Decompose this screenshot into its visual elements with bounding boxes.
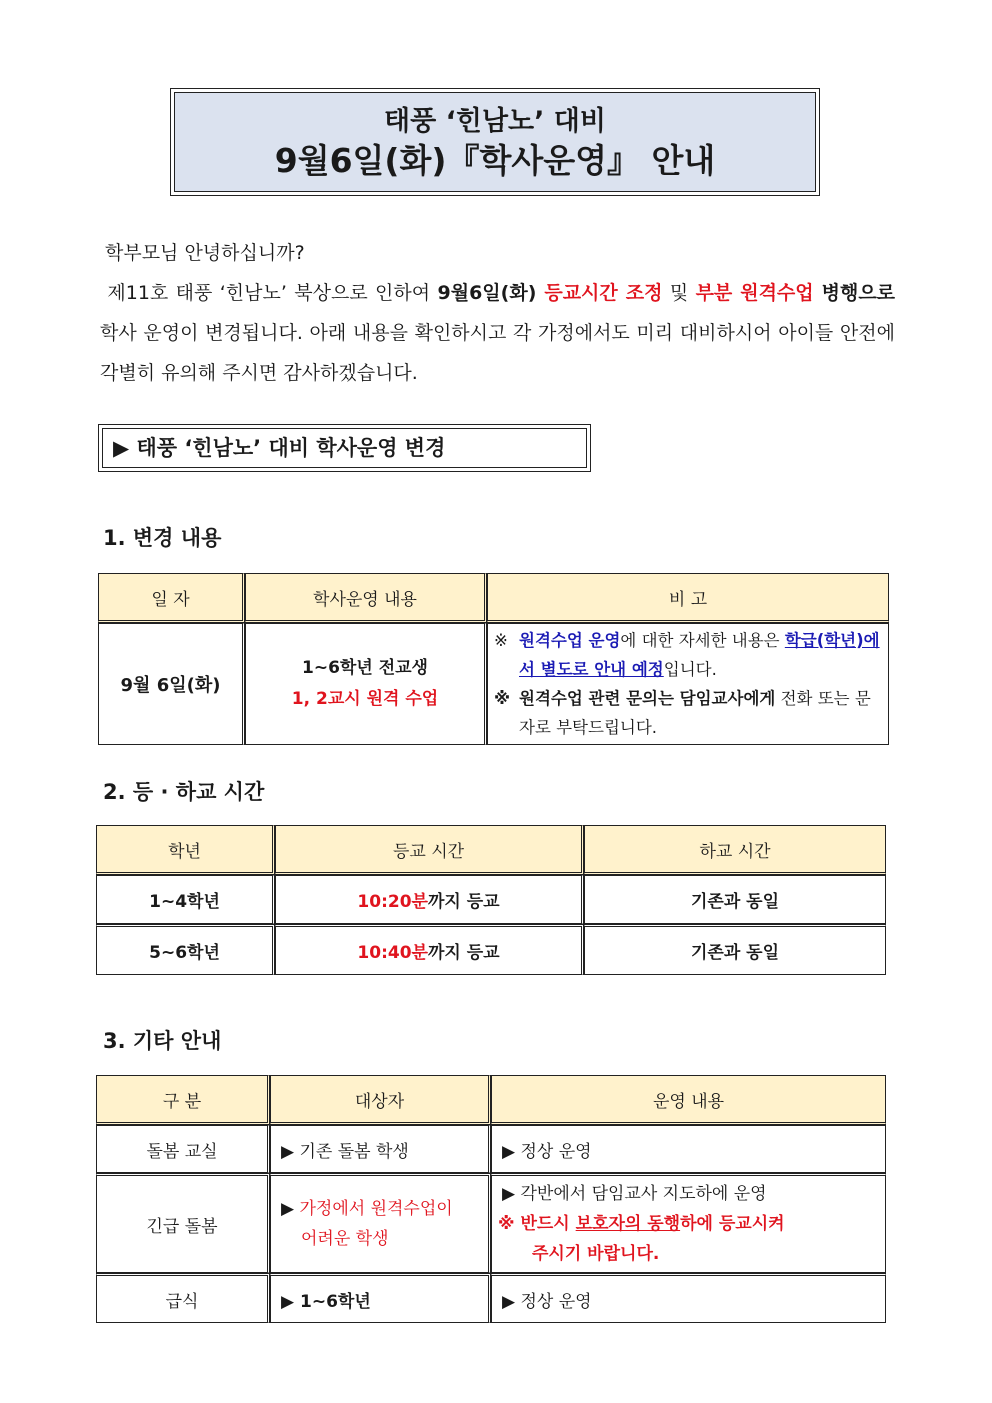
header-category: 구 분 [96,1075,270,1125]
title-box [170,88,820,196]
departure-cell: 기존과 동일 [584,875,886,924]
target-cell: ▶ 1~6학년 [270,1273,491,1323]
arrival-time: 10:20분 [357,892,428,912]
header-date: 일 자 [98,573,245,623]
operation-line1: ▶ 각반에서 담임교사 지도하에 운영 [502,1184,767,1204]
change-date: 9월 6일(화) [98,623,245,745]
intro-text-2: 학사 운영이 변경됩니다. 아래 내용을 확인하시고 각 가정에서도 미리 대비하시어 아이들 안전에 각별히 유의해 주시면 감사하겠습니다. [100,322,895,384]
note1-text: 에 대한 자세한 내용은 [620,631,785,650]
operation-line2-rest: 하에 등교시켜 [680,1214,785,1234]
time-table [96,825,886,975]
operation-mark: ※ 반드시 [498,1214,576,1234]
title-inner [174,92,816,192]
header-grade: 학년 [96,825,275,875]
section-box [98,424,591,472]
category-cell: 급식 [96,1273,270,1323]
title-line-2: 9월6일(화)『학사운영』 안내 [274,141,716,180]
target-line1: 가정에서 원격수업이 [299,1199,453,1219]
change-table [98,573,889,745]
arrival-time: 10:40분 [357,943,428,963]
intro-remote-class: 부분 원격수업 [695,282,814,304]
category-cell: 돌봄 교실 [96,1125,270,1173]
note-2 [494,684,880,742]
greeting: 학부모님 안녕하십니까? [105,242,305,264]
operation-line2 [498,1209,884,1239]
target-cell: ▶ 가정에서 원격수업이 어려운 학생 [270,1173,491,1273]
table-row [96,875,886,924]
header-content: 학사운영 내용 [245,573,487,623]
note1-remote: 원격수업 운영 [519,631,621,650]
intro-paragraph [100,273,895,393]
intro-schedule-change: 등교시간 조정 [536,282,663,304]
grade-cell: 1~4학년 [96,875,275,924]
operation-cell: ▶ 정상 운영 [491,1125,886,1173]
note-1 [494,626,880,684]
grade-cell: 5~6학년 [96,924,275,975]
section3-heading: 3. 기타 안내 [103,1029,222,1053]
operation-cell [491,1173,886,1273]
intro-text-1: 제11호 태풍 ‘힌남노’ 북상으로 인하여 [107,282,438,304]
title-line-1: 태풍 ‘힌남노’ 대비 [384,106,606,137]
section2-heading: 2. 등 · 하교 시간 [103,780,265,804]
target-cell: ▶ 기존 돌봄 학생 [270,1125,491,1173]
table-row [98,623,889,745]
note2-text: 전화 또는 문자로 부탁드립니다. [519,689,871,737]
note1-end: 입니다. [663,660,717,679]
operation-cell: ▶ 정상 운영 [491,1273,886,1323]
note-mark: ※ [494,689,511,708]
arrival-suffix: 까지 등교 [427,892,500,912]
operation-line3: 주시기 바랍니다. [532,1244,660,1264]
table-row [96,924,886,975]
table-row [96,1273,886,1323]
note-mark: ※ [494,631,508,650]
change-note [487,623,889,745]
note2-inquiry: 원격수업 관련 문의는 담임교사에게 [519,689,776,708]
arrival-suffix: 까지 등교 [427,943,500,963]
category-cell: 긴급 돌봄 [96,1173,270,1273]
section1-heading: 1. 변경 내용 [103,526,222,550]
header-operation: 운영 내용 [491,1075,886,1125]
change-content-line2: 1, 2교시 원격 수업 [291,689,439,709]
intro-parallel: 병행으로 [813,282,896,304]
header-arrival: 등교 시간 [275,825,584,875]
change-content-line1: 1~6학년 전교생 [302,658,428,678]
arrival-cell [275,875,584,924]
other-info-table [96,1075,886,1323]
operation-guardian: 보호자의 동행 [575,1214,681,1234]
table-header-row [96,1075,886,1125]
target-line2: 어려운 학생 [301,1229,389,1249]
note1-class-notice: 학급(학년)에서 별도로 안내 예정 [519,631,880,679]
table-row [96,1125,886,1173]
header-departure: 하교 시간 [584,825,886,875]
departure-cell: 기존과 동일 [584,924,886,975]
change-content [245,623,487,745]
table-header-row [98,573,889,623]
header-target: 대상자 [270,1075,491,1125]
intro-date: 9월6일(화) [437,282,537,304]
arrival-cell [275,924,584,975]
section-box-label: ▶ 태풍 ‘힌남노’ 대비 학사운영 변경 [102,428,587,468]
intro-text-and: 및 [662,282,696,304]
table-header-row [96,825,886,875]
table-row [96,1173,886,1273]
header-note: 비 고 [487,573,889,623]
